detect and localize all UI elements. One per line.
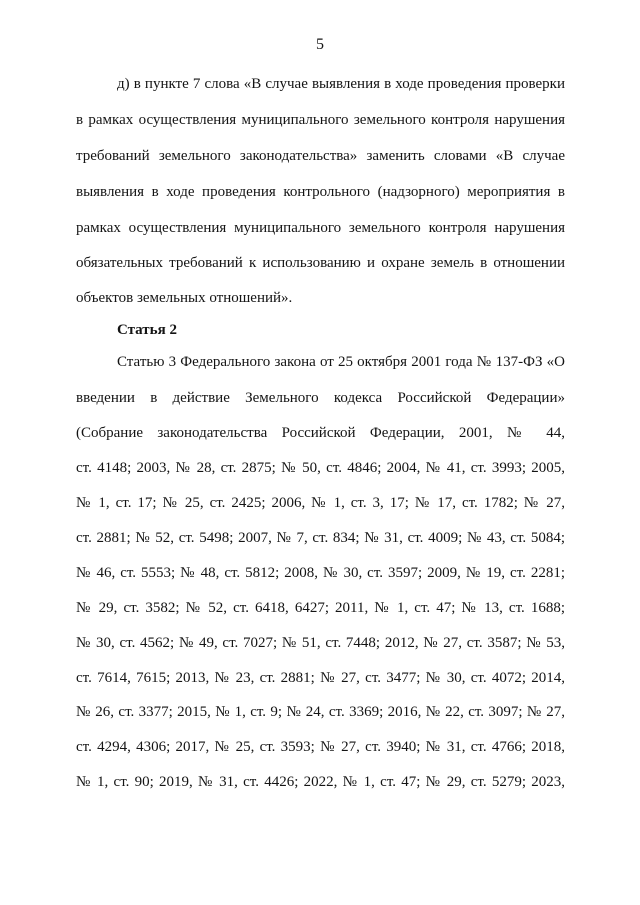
text-line: Статью 3 Федерального закона от 25 октября 2001 года № 137-ФЗ «О	[117, 354, 565, 370]
text-line: № 29, ст. 3582; № 52, ст. 6418, 6427; 2011, № 1, ст. 47; № 13, ст. 1688;	[76, 600, 565, 616]
page-number: 5	[316, 36, 324, 53]
text-line: требований земельного законодательства» заменить словами «В случае	[76, 148, 565, 164]
text-line: обязательных требований к использованию и охране земель в отношении	[76, 255, 565, 271]
text-line: введении в действие Земельного кодекса Российской Федерации»	[76, 390, 565, 406]
text-line: объектов земельных отношений».	[76, 290, 293, 306]
text-line: ст. 4148; 2003, № 28, ст. 2875; № 50, ст. 4846; 2004, № 41, ст. 3993; 2005,	[76, 460, 565, 476]
text-line: № 1, ст. 17; № 25, ст. 2425; 2006, № 1, ст. 3, 17; № 17, ст. 1782; № 27,	[76, 495, 565, 511]
text-line: выявления в ходе проведения контрольного (надзорного) мероприятия в	[76, 184, 565, 200]
text-line: (Собрание законодательства Российской Федерации, 2001, № 44,	[76, 425, 565, 441]
article-heading: Статья 2	[117, 322, 177, 338]
text-line: ст. 2881; № 52, ст. 5498; 2007, № 7, ст. 834; № 31, ст. 4009; № 43, ст. 5084;	[76, 530, 565, 546]
text-line: в рамках осуществления муниципального земельного контроля нарушения	[76, 112, 565, 128]
text-line: № 26, ст. 3377; 2015, № 1, ст. 9; № 24, ст. 3369; 2016, № 22, ст. 3097; № 27,	[76, 704, 565, 720]
text-line: ст. 7614, 7615; 2013, № 23, ст. 2881; № 27, ст. 3477; № 30, ст. 4072; 2014,	[76, 670, 565, 686]
text-line: рамках осуществления муниципального земельного контроля нарушения	[76, 220, 565, 236]
text-line: № 46, ст. 5553; № 48, ст. 5812; 2008, № 30, ст. 3597; 2009, № 19, ст. 2281;	[76, 565, 565, 581]
text-line: ст. 4294, 4306; 2017, № 25, ст. 3593; № 27, ст. 3940; № 31, ст. 4766; 2018,	[76, 739, 565, 755]
text-line: № 30, ст. 4562; № 49, ст. 7027; № 51, ст. 7448; 2012, № 27, ст. 3587; № 53,	[76, 635, 565, 651]
text-line: д) в пункте 7 слова «В случае выявления в ходе проведения проверки	[117, 76, 565, 92]
text-line: № 1, ст. 90; 2019, № 31, ст. 4426; 2022, № 1, ст. 47; № 29, ст. 5279; 2023,	[76, 774, 565, 790]
